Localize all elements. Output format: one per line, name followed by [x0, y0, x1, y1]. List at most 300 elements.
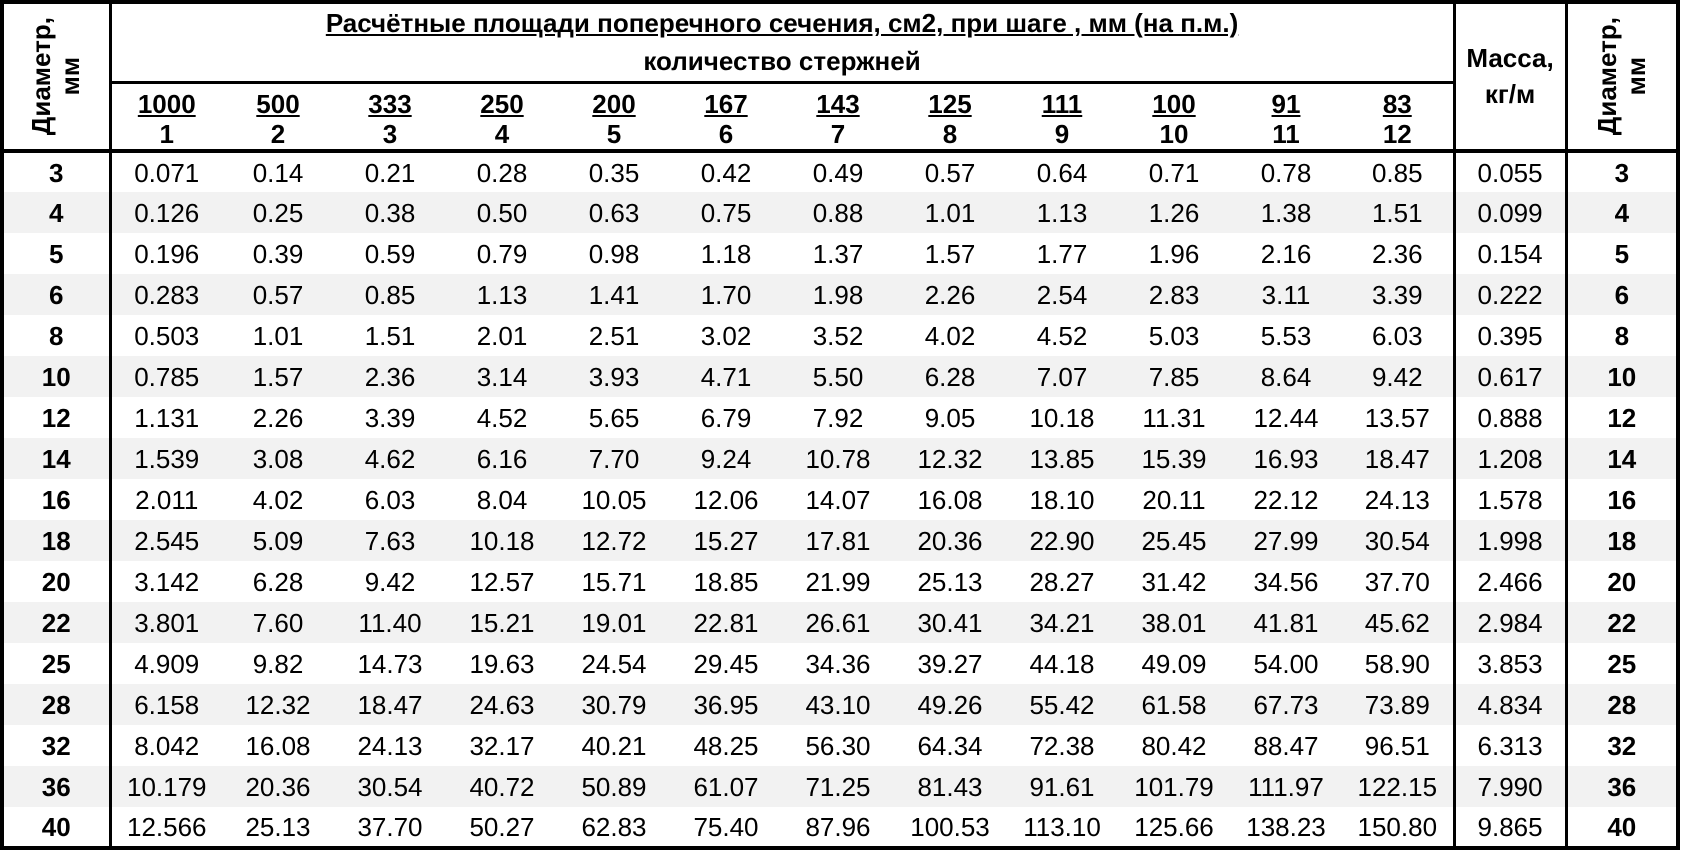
count-header-cell: 2 — [270, 119, 286, 149]
area-cell: 0.25 — [252, 197, 304, 228]
count-header-cell: 6 — [718, 119, 734, 149]
diameter-header-left — [2, 2, 110, 151]
diameter-header-left-label: Диаметр, мм — [26, 17, 86, 136]
table-row — [2, 192, 1678, 233]
area-cell: 0.42 — [700, 157, 752, 188]
area-cell: 48.25 — [693, 730, 759, 761]
area-cell: 3.39 — [364, 402, 416, 433]
area-cell: 0.503 — [134, 320, 200, 351]
spacing-header-cell: 1000 — [137, 89, 196, 119]
area-cell: 3.39 — [1371, 279, 1423, 310]
area-cell: 45.62 — [1364, 607, 1430, 638]
count-header-cell: 8 — [942, 119, 958, 149]
table-row — [2, 274, 1678, 315]
area-cell: 10.78 — [805, 443, 871, 474]
area-cell: 1.13 — [476, 279, 528, 310]
area-cell: 150.80 — [1357, 811, 1438, 842]
diameter-cell-left: 8 — [2, 315, 110, 356]
area-cell: 4.02 — [924, 320, 976, 351]
area-cell: 100.53 — [910, 811, 990, 842]
area-cell: 88.47 — [1253, 730, 1319, 761]
area-cell: 26.61 — [805, 607, 871, 638]
area-cell: 0.64 — [1036, 157, 1088, 188]
area-cell: 44.18 — [1029, 648, 1095, 679]
area-cell: 9.42 — [364, 566, 416, 597]
area-cell: 0.71 — [1148, 157, 1200, 188]
area-cell: 10.179 — [126, 771, 207, 802]
spacing-header-cell: 500 — [256, 89, 300, 119]
area-cell: 6.79 — [700, 402, 752, 433]
spacing-header-cell: 250 — [480, 89, 524, 119]
area-cell: 21.99 — [805, 566, 871, 597]
area-cell: 2.36 — [1371, 238, 1423, 269]
area-cell: 0.283 — [134, 279, 200, 310]
area-cell: 5.50 — [812, 361, 864, 392]
mass-cell: 2.984 — [1454, 602, 1566, 643]
area-cell: 0.75 — [700, 197, 752, 228]
area-cell: 14.07 — [805, 484, 871, 515]
area-cell: 37.70 — [1364, 566, 1430, 597]
area-cell: 72.38 — [1029, 730, 1095, 761]
area-cell: 22.12 — [1253, 484, 1319, 515]
mass-cell: 1.998 — [1454, 520, 1566, 561]
area-cell: 1.51 — [364, 320, 416, 351]
area-cell: 71.25 — [805, 771, 871, 802]
diameter-header-right — [1566, 2, 1678, 151]
diameter-cell-right: 18 — [1607, 525, 1637, 556]
area-cell: 2.011 — [135, 484, 199, 515]
area-cell: 18.85 — [693, 566, 759, 597]
area-cell: 9.42 — [1371, 361, 1423, 392]
area-cell: 17.81 — [805, 525, 871, 556]
area-cell: 30.54 — [1364, 525, 1430, 556]
area-cell: 3.08 — [252, 443, 304, 474]
area-cell: 56.30 — [805, 730, 871, 761]
area-cell: 61.07 — [693, 771, 759, 802]
area-cell: 39.27 — [917, 648, 983, 679]
table-row — [2, 725, 1678, 766]
table-row — [2, 766, 1678, 807]
area-cell: 7.60 — [252, 607, 304, 638]
area-cell: 62.83 — [581, 811, 647, 842]
diameter-cell-right: 3 — [1614, 157, 1630, 188]
spacing-header-cell: 83 — [1382, 89, 1412, 119]
area-cell: 2.26 — [252, 402, 304, 433]
mass-cell: 9.865 — [1454, 807, 1566, 848]
area-cell: 7.63 — [364, 525, 416, 556]
area-cell: 1.51 — [1371, 197, 1423, 228]
area-cell: 0.785 — [134, 361, 200, 392]
area-cell: 1.70 — [700, 279, 752, 310]
area-cell: 10.18 — [469, 525, 535, 556]
area-cell: 6.16 — [476, 443, 528, 474]
area-cell: 96.51 — [1364, 730, 1430, 761]
area-cell: 0.88 — [812, 197, 864, 228]
diameter-cell-right: 20 — [1607, 566, 1637, 597]
table-row — [2, 643, 1678, 684]
area-cell: 25.13 — [245, 811, 311, 842]
area-cell: 1.539 — [134, 443, 200, 474]
area-cell: 64.34 — [917, 730, 983, 761]
diameter-cell-left: 32 — [2, 725, 110, 766]
diameter-cell-right: 32 — [1607, 730, 1637, 761]
area-cell: 34.21 — [1029, 607, 1095, 638]
area-cell: 2.26 — [924, 279, 976, 310]
area-cell: 58.90 — [1364, 648, 1430, 679]
area-cell: 22.81 — [693, 607, 759, 638]
area-cell: 7.70 — [588, 443, 640, 474]
mass-cell: 0.099 — [1454, 192, 1566, 233]
area-cell: 19.01 — [581, 607, 647, 638]
area-cell: 4.02 — [252, 484, 304, 515]
diameter-cell-right: 10 — [1607, 361, 1637, 392]
area-cell: 3.52 — [812, 320, 864, 351]
diameter-cell-right: 40 — [1607, 811, 1637, 842]
area-cell: 1.131 — [134, 402, 200, 433]
count-header-row — [2, 119, 1678, 151]
area-cell: 0.98 — [588, 238, 640, 269]
area-cell: 43.10 — [805, 689, 871, 720]
count-header-cell: 5 — [606, 119, 622, 149]
diameter-cell-right: 8 — [1614, 320, 1630, 351]
mass-cell: 0.222 — [1454, 274, 1566, 315]
diameter-cell-right: 14 — [1607, 443, 1637, 474]
mass-cell: 0.888 — [1454, 397, 1566, 438]
area-cell: 6.28 — [924, 361, 976, 392]
area-cell: 34.56 — [1253, 566, 1319, 597]
diameter-cell-left: 20 — [2, 561, 110, 602]
area-cell: 28.27 — [1029, 566, 1095, 597]
area-cell: 29.45 — [693, 648, 759, 679]
area-cell: 1.41 — [588, 279, 640, 310]
area-cell: 75.40 — [693, 811, 759, 842]
table-row — [2, 315, 1678, 356]
area-cell: 37.70 — [357, 811, 423, 842]
diameter-cell-right: 5 — [1614, 238, 1630, 269]
spacing-header-row — [2, 82, 1678, 119]
diameter-cell-left: 14 — [2, 438, 110, 479]
area-cell: 19.63 — [469, 648, 535, 679]
area-cell: 8.64 — [1260, 361, 1312, 392]
area-cell: 9.05 — [924, 402, 976, 433]
spacing-header-cell: 333 — [368, 89, 412, 119]
area-cell: 67.73 — [1253, 689, 1319, 720]
area-cell: 0.38 — [364, 197, 416, 228]
area-cell: 0.85 — [1371, 157, 1423, 188]
area-cell: 4.71 — [700, 361, 752, 392]
area-cell: 1.26 — [1148, 197, 1200, 228]
area-cell: 4.52 — [476, 402, 528, 433]
area-cell: 3.02 — [700, 320, 752, 351]
area-cell: 18.47 — [1364, 443, 1430, 474]
area-cell: 9.24 — [700, 443, 752, 474]
table-row — [2, 151, 1678, 192]
area-cell: 0.85 — [364, 279, 416, 310]
area-cell: 32.17 — [469, 730, 535, 761]
area-cell: 111.97 — [1248, 771, 1324, 802]
table-row — [2, 807, 1678, 848]
area-cell: 18.47 — [357, 689, 423, 720]
mass-header-line1: Масса, — [1466, 43, 1554, 74]
area-cell: 138.23 — [1246, 811, 1326, 842]
table-title: Расчётные площади поперечного сечения, см2, при шаге , мм (на п.м.) — [325, 8, 1239, 38]
area-cell: 15.27 — [693, 525, 759, 556]
area-cell: 0.35 — [588, 157, 640, 188]
mass-cell: 7.990 — [1454, 766, 1566, 807]
diameter-cell-left: 12 — [2, 397, 110, 438]
diameter-cell-right: 36 — [1607, 771, 1637, 802]
area-cell: 3.14 — [476, 361, 528, 392]
area-cell: 0.57 — [924, 157, 976, 188]
area-cell: 24.13 — [1364, 484, 1430, 515]
area-cell: 0.126 — [134, 197, 200, 228]
area-cell: 15.21 — [469, 607, 535, 638]
area-cell: 18.10 — [1029, 484, 1095, 515]
table-body — [2, 151, 1678, 848]
mass-cell: 0.154 — [1454, 233, 1566, 274]
area-cell: 2.16 — [1260, 238, 1312, 269]
area-cell: 3.93 — [588, 361, 640, 392]
table-row — [2, 479, 1678, 520]
diameter-cell-left: 6 — [2, 274, 110, 315]
area-cell: 12.06 — [693, 484, 759, 515]
area-cell: 12.44 — [1253, 402, 1319, 433]
mass-cell: 1.578 — [1454, 479, 1566, 520]
area-cell: 10.05 — [581, 484, 647, 515]
spacing-header-cell: 167 — [704, 89, 748, 119]
diameter-cell-right: 22 — [1607, 607, 1637, 638]
area-cell: 113.10 — [1023, 811, 1101, 842]
area-cell: 91.61 — [1029, 771, 1095, 802]
diameter-cell-right: 28 — [1607, 689, 1637, 720]
area-cell: 31.42 — [1141, 566, 1207, 597]
area-cell: 0.79 — [476, 238, 528, 269]
area-cell: 8.042 — [134, 730, 200, 761]
table-row — [2, 397, 1678, 438]
table-row — [2, 356, 1678, 397]
area-cell: 0.57 — [252, 279, 304, 310]
area-cell: 10.18 — [1029, 402, 1095, 433]
area-cell: 24.54 — [581, 648, 647, 679]
area-cell: 6.28 — [252, 566, 304, 597]
area-cell: 13.85 — [1029, 443, 1095, 474]
mass-header-line2: кг/м — [1484, 78, 1536, 109]
area-cell: 2.36 — [364, 361, 416, 392]
area-cell: 24.13 — [357, 730, 423, 761]
area-cell: 0.21 — [364, 157, 416, 188]
area-cell: 4.52 — [1036, 320, 1088, 351]
diameter-header-right-label: Диаметр, мм — [1591, 17, 1651, 136]
area-cell: 0.196 — [134, 238, 200, 269]
area-cell: 7.85 — [1148, 361, 1200, 392]
area-cell: 9.82 — [252, 648, 304, 679]
mass-cell: 6.313 — [1454, 725, 1566, 766]
area-cell: 40.21 — [581, 730, 647, 761]
mass-cell: 3.853 — [1454, 643, 1566, 684]
spacing-header-cell: 91 — [1271, 89, 1301, 119]
area-cell: 5.65 — [588, 402, 640, 433]
area-cell: 12.566 — [126, 811, 207, 842]
area-cell: 16.93 — [1253, 443, 1319, 474]
area-cell: 36.95 — [693, 689, 759, 720]
count-header-cell: 7 — [830, 119, 846, 149]
area-cell: 30.41 — [917, 607, 983, 638]
area-cell: 101.79 — [1134, 771, 1214, 802]
area-cell: 2.83 — [1148, 279, 1200, 310]
area-cell: 20.36 — [245, 771, 311, 802]
area-cell: 0.59 — [364, 238, 416, 269]
table-row — [2, 561, 1678, 602]
area-cell: 0.39 — [252, 238, 304, 269]
area-cell: 3.142 — [134, 566, 200, 597]
area-cell: 13.57 — [1364, 402, 1430, 433]
table-subtitle: количество стержней — [110, 42, 1454, 82]
area-cell: 16.08 — [917, 484, 983, 515]
area-cell: 80.42 — [1141, 730, 1207, 761]
area-cell: 0.50 — [476, 197, 528, 228]
area-cell: 4.62 — [364, 443, 416, 474]
area-cell: 50.27 — [469, 811, 535, 842]
spacing-header-cell: 143 — [816, 89, 860, 119]
diameter-cell-left: 5 — [2, 233, 110, 274]
area-cell: 1.96 — [1148, 238, 1200, 269]
area-cell: 1.57 — [252, 361, 304, 392]
diameter-cell-left: 28 — [2, 684, 110, 725]
area-cell: 0.28 — [476, 157, 528, 188]
area-cell: 25.13 — [917, 566, 983, 597]
area-cell: 12.72 — [581, 525, 647, 556]
area-cell: 1.13 — [1036, 197, 1088, 228]
diameter-cell-right: 6 — [1614, 279, 1630, 310]
area-cell: 1.77 — [1036, 238, 1088, 269]
table-header — [2, 2, 1678, 151]
area-cell: 2.01 — [476, 320, 528, 351]
area-cell: 61.58 — [1141, 689, 1207, 720]
table-row — [2, 520, 1678, 561]
diameter-cell-left: 40 — [2, 807, 110, 848]
area-cell: 5.09 — [252, 525, 304, 556]
area-cell: 1.37 — [812, 238, 864, 269]
area-cell: 20.11 — [1142, 484, 1206, 515]
diameter-cell-left: 18 — [2, 520, 110, 561]
mass-cell: 0.617 — [1454, 356, 1566, 397]
area-cell: 87.96 — [805, 811, 871, 842]
area-cell: 8.04 — [476, 484, 528, 515]
diameter-cell-right: 12 — [1607, 402, 1637, 433]
table-row — [2, 684, 1678, 725]
count-header-cell: 9 — [1054, 119, 1070, 149]
area-cell: 15.71 — [581, 566, 647, 597]
area-cell: 24.63 — [469, 689, 535, 720]
diameter-cell-left: 16 — [2, 479, 110, 520]
count-header-cell: 4 — [494, 119, 510, 149]
area-cell: 16.08 — [245, 730, 311, 761]
area-cell: 20.36 — [917, 525, 983, 556]
area-cell: 0.14 — [252, 157, 304, 188]
area-cell: 1.98 — [812, 279, 864, 310]
area-cell: 73.89 — [1364, 689, 1430, 720]
count-header-cell: 12 — [1382, 119, 1412, 149]
diameter-cell-left: 25 — [2, 643, 110, 684]
area-cell: 4.909 — [134, 648, 200, 679]
area-cell: 0.071 — [134, 157, 200, 188]
mass-cell: 4.834 — [1454, 684, 1566, 725]
diameter-cell-right: 4 — [1614, 197, 1630, 228]
spacing-header-cell: 111 — [1041, 89, 1083, 119]
diameter-cell-left: 22 — [2, 602, 110, 643]
area-cell: 55.42 — [1029, 689, 1095, 720]
count-header-cell: 1 — [159, 119, 174, 149]
area-cell: 49.09 — [1141, 648, 1207, 679]
area-cell: 40.72 — [469, 771, 535, 802]
diameter-cell-left: 4 — [2, 192, 110, 233]
area-cell: 0.49 — [812, 157, 864, 188]
area-cell: 7.07 — [1036, 361, 1088, 392]
area-cell: 3.801 — [134, 607, 200, 638]
area-cell: 2.545 — [134, 525, 200, 556]
area-cell: 0.63 — [588, 197, 640, 228]
count-header-cell: 11 — [1272, 119, 1300, 149]
mass-cell: 0.055 — [1454, 151, 1566, 192]
table-row — [2, 602, 1678, 643]
area-cell: 15.39 — [1141, 443, 1207, 474]
area-cell: 14.73 — [357, 648, 423, 679]
area-cell: 30.79 — [581, 689, 647, 720]
count-header-cell: 10 — [1159, 119, 1189, 149]
area-cell: 12.32 — [917, 443, 983, 474]
diameter-cell-right: 25 — [1607, 648, 1637, 679]
area-cell: 50.89 — [581, 771, 647, 802]
area-cell: 2.51 — [588, 320, 640, 351]
area-cell: 11.31 — [1142, 402, 1206, 433]
area-cell: 122.15 — [1357, 771, 1438, 802]
area-cell: 1.57 — [924, 238, 976, 269]
table-row — [2, 233, 1678, 274]
area-cell: 1.01 — [924, 197, 976, 228]
area-cell: 38.01 — [1141, 607, 1207, 638]
area-cell: 12.32 — [245, 689, 311, 720]
mass-cell: 1.208 — [1454, 438, 1566, 479]
area-cell: 3.11 — [1261, 279, 1311, 310]
diameter-cell-right: 16 — [1607, 484, 1637, 515]
table-row — [2, 438, 1678, 479]
area-cell: 1.18 — [700, 238, 752, 269]
mass-header — [1454, 2, 1566, 151]
area-cell: 6.03 — [364, 484, 416, 515]
spacing-header-cell: 100 — [1152, 89, 1196, 119]
mass-cell: 2.466 — [1454, 561, 1566, 602]
area-cell: 5.03 — [1148, 320, 1200, 351]
area-cell: 34.36 — [805, 648, 871, 679]
area-cell: 125.66 — [1134, 811, 1214, 842]
count-header-cell: 3 — [382, 119, 398, 149]
spacing-header-cell: 200 — [592, 89, 636, 119]
diameter-cell-left: 10 — [2, 356, 110, 397]
area-cell: 6.158 — [134, 689, 200, 720]
area-cell: 1.01 — [252, 320, 304, 351]
area-cell: 25.45 — [1141, 525, 1207, 556]
spacing-header-cell: 125 — [928, 89, 972, 119]
area-cell: 49.26 — [917, 689, 983, 720]
area-cell: 22.90 — [1029, 525, 1095, 556]
area-cell: 2.54 — [1036, 279, 1088, 310]
area-cell: 1.38 — [1260, 197, 1312, 228]
area-cell: 11.40 — [358, 607, 422, 638]
area-cell: 7.92 — [812, 402, 864, 433]
area-cell: 5.53 — [1260, 320, 1312, 351]
area-cell: 81.43 — [917, 771, 983, 802]
diameter-cell-left: 36 — [2, 766, 110, 807]
